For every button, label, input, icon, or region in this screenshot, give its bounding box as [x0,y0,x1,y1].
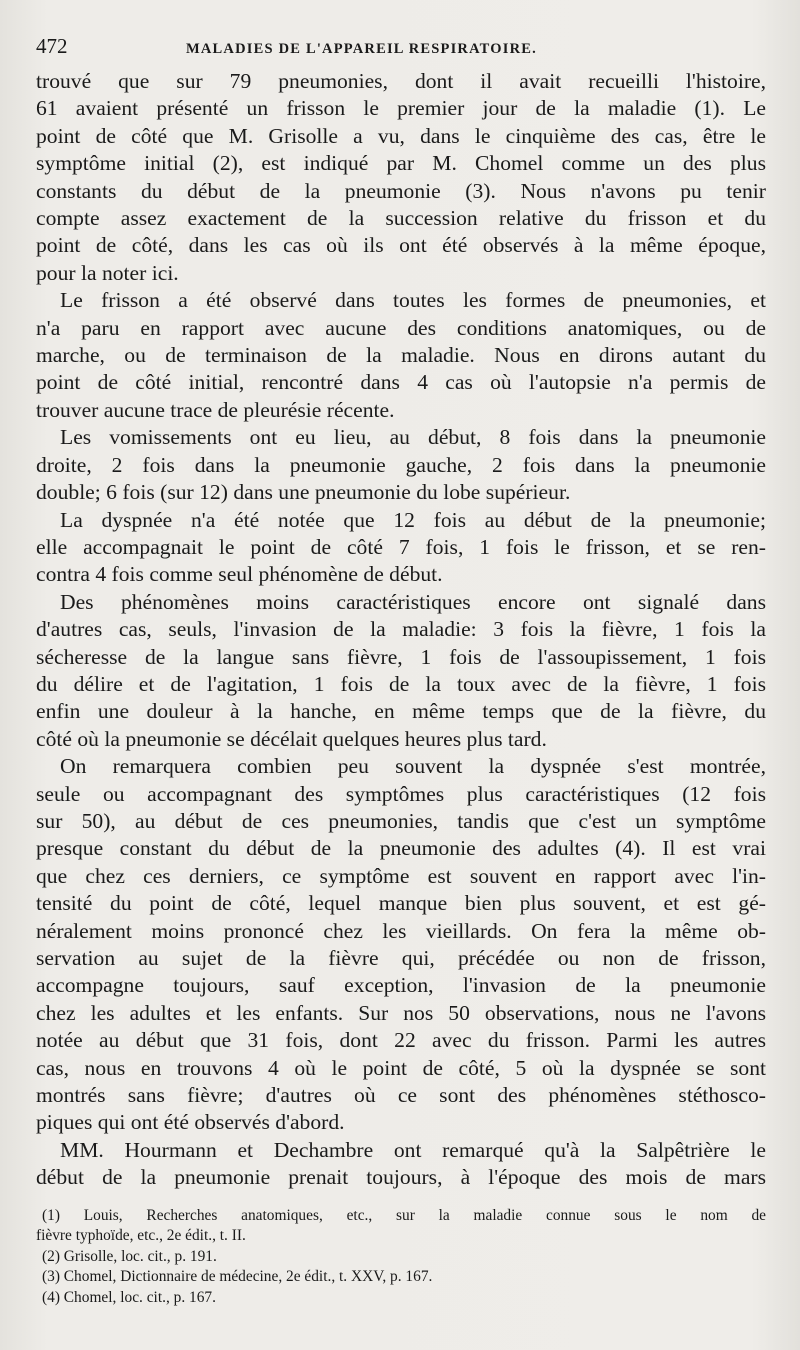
text-line: On remarquera combien peu souvent la dyspnée s'est montrée, [60,754,766,779]
text-line: trouver aucune trace de pleurésie récente. [36,397,395,422]
text-line: trouvé que sur 79 pneumonies, dont il avait recueilli l'histoire, [36,69,766,93]
text-line: sécheresse de la langue sans fièvre, 1 fois de l'assoupissement, 1 fois [36,644,766,669]
body-text [36,68,766,1192]
text-line: marche, ou de terminaison de la maladie. Nous en dirons autant du [36,343,766,368]
text-line: que chez ces derniers, ce symptôme est souvent en rapport avec l'in- [36,863,766,888]
text-line: enfin une douleur à la hanche, en même temps que de la fièvre, du [36,699,766,724]
text-line: servation au sujet de la fièvre qui, précédée ou non de frisson, [36,946,766,970]
page-header [36,34,766,64]
text-line: elle accompagnait le point de côté 7 fois, 1 fois le frisson, et se ren- [36,534,766,559]
text-line: seule ou accompagnant des symptômes plus caractéristiques (12 fois [36,781,766,806]
text-line: d'autres cas, seuls, l'invasion de la maladie: 3 fois la fièvre, 1 fois la [36,617,766,642]
footnote-line: (1) Louis, Recherches anatomiques, etc., sur la maladie connue sous le nom de [42,1206,766,1224]
text-line: pour la noter ici. [36,260,179,285]
text-line: double; 6 fois (sur 12) dans une pneumonie du lobe supérieur. [36,480,571,505]
text-line: notée au début que 31 fois, dont 22 avec du frisson. Parmi les autres [36,1028,766,1053]
text-line: cas, nous en trouvons 4 où le point de côté, 5 où la dyspnée se sont [36,1055,766,1080]
footnote-line: (4) Chomel, loc. cit., p. 167. [42,1289,216,1307]
text-line: 61 avaient présenté un frisson le premier jour de la maladie (1). Le [36,96,766,121]
text-line: MM. Hourmann et Dechambre ont remarqué qu'à la Salpêtrière le [60,1137,766,1162]
text-line: n'a paru en rapport avec aucune des conditions anatomiques, ou de [36,315,766,340]
text-line: accompagne toujours, sauf exception, l'invasion de la pneumonie [36,973,766,998]
text-line: début de la pneumonie prenait toujours, à l'époque des mois de mars [36,1165,766,1190]
footnote-line: (3) Chomel, Dictionnaire de médecine, 2e édit., t. XXV, p. 167. [42,1268,433,1286]
text-line: presque constant du début de la pneumonie des adultes (4). Il est vrai [36,836,766,861]
text-line: montrés sans fièvre; d'autres où ce sont des phénomènes stéthosco- [36,1083,766,1108]
text-line: côté où la pneumonie se décélait quelques heures plus tard. [36,726,547,751]
footnote-line: (2) Grisolle, loc. cit., p. 191. [42,1247,217,1265]
text-line: La dyspnée n'a été notée que 12 fois au début de la pneumonie; [60,507,766,532]
text-line: point de côté initial, rencontré dans 4 cas où l'autopsie n'a permis de [36,370,766,395]
page-number: 472 [36,34,68,58]
footnote-line: fièvre typhoïde, etc., 2e édit., t. II. [36,1227,246,1245]
text-line: Des phénomènes moins caractéristiques encore ont signalé dans [60,589,766,614]
text-line: sur 50), au début de ces pneumonies, tandis que c'est un symptôme [36,808,766,833]
text-line: point de côté que M. Grisolle a vu, dans le cinquième des cas, être le [36,123,766,148]
text-line: constants du début de la pneumonie (3). Nous n'avons pu tenir [36,178,766,203]
text-line: contra 4 fois comme seul phénomène de début. [36,562,443,587]
text-line: symptôme initial (2), est indiqué par M. Chomel comme un des plus [36,151,766,176]
text-line: piques qui ont été observés d'abord. [36,1110,345,1135]
text-line: tensité du point de côté, lequel manque bien plus souvent, et est gé- [36,891,766,916]
text-line: du délire et de l'agitation, 1 fois de la toux avec de la fièvre, 1 fois [36,671,766,696]
text-line: chez les adultes et les enfants. Sur nos 50 observations, nous ne l'avons [36,1000,766,1025]
text-line: point de côté, dans les cas où ils ont été observés à la même époque, [36,233,766,258]
footnotes [36,1206,766,1309]
text-line: néralement moins prononcé chez les vieillards. On fera la même ob- [36,918,766,943]
text-line: droite, 2 fois dans la pneumonie gauche, 2 fois dans la pneumonie [36,452,766,477]
running-title: MALADIES DE L'APPAREIL RESPIRATOIRE. [186,41,537,57]
text-line: Les vomissements ont eu lieu, au début, 8 fois dans la pneumonie [60,425,766,450]
text-line: compte assez exactement de la succession relative du frisson et du [36,206,766,231]
text-line: Le frisson a été observé dans toutes les formes de pneumonies, et [60,288,766,313]
